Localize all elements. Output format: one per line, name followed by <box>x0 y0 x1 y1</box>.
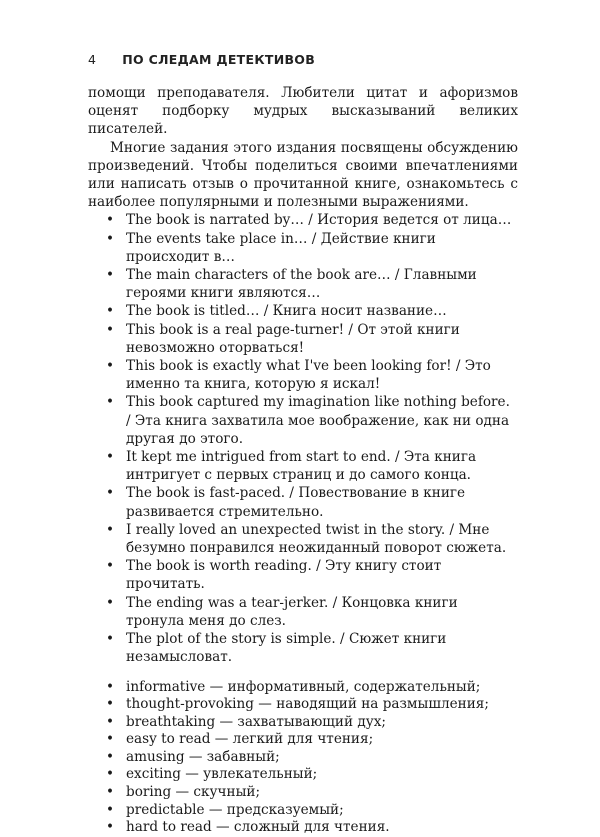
phrase-text: This book captured my imagination like nothing before. / Эта книга захватила мое воображение, как ни одна другая до этого. <box>126 394 510 447</box>
bullet-icon: • <box>106 784 115 801</box>
phrase-text: The main characters of the book are… / Главными героями книги являются… <box>126 267 477 302</box>
list-item <box>88 696 518 714</box>
list-item <box>88 731 518 749</box>
bullet-icon: • <box>106 766 115 783</box>
phrase-text: The book is narrated by… / История ведется от лица… <box>126 212 512 229</box>
bullet-icon: • <box>106 713 115 730</box>
adjective-text: exciting — увлекательный; <box>126 766 318 783</box>
chapter-title: ПО СЛЕДАМ ДЕТЕКТИВОВ <box>122 52 316 67</box>
bullet-icon: • <box>106 678 115 695</box>
list-item <box>88 211 518 229</box>
list-item <box>88 679 518 697</box>
bullet-icon: • <box>106 731 115 748</box>
list-item <box>88 749 518 767</box>
bullet-icon: • <box>106 819 115 836</box>
phrase-text: This book is a real page-turner! / От этой книги невозможно оторваться! <box>126 321 460 356</box>
list-item <box>88 521 518 557</box>
bullet-icon: • <box>106 212 115 229</box>
bullet-icon: • <box>106 748 115 765</box>
page-number: 4 <box>88 52 97 67</box>
bullet-icon: • <box>106 594 115 611</box>
bullet-icon: • <box>106 449 115 466</box>
page-content <box>88 84 518 837</box>
adjectives-list <box>88 679 518 837</box>
bullet-icon: • <box>106 267 115 284</box>
bullet-icon: • <box>106 631 115 648</box>
list-item <box>88 819 518 837</box>
list-item <box>88 630 518 666</box>
bullet-icon: • <box>106 321 115 338</box>
list-item <box>88 393 518 448</box>
phrase-text: The book is worth reading. / Эту книгу стоит прочитать. <box>126 558 442 593</box>
phrases-list <box>88 211 518 666</box>
list-item <box>88 802 518 820</box>
bullet-icon: • <box>106 394 115 411</box>
bullet-icon: • <box>106 358 115 375</box>
adjective-text: easy to read — легкий для чтения; <box>126 731 374 748</box>
bullet-icon: • <box>106 230 115 247</box>
list-item <box>88 784 518 802</box>
bullet-icon: • <box>106 558 115 575</box>
phrase-text: This book is exactly what I've been looking for! / Это именно та книга, которую я искал! <box>126 358 491 393</box>
bullet-icon: • <box>106 696 115 713</box>
list-item <box>88 357 518 393</box>
phrase-text: I really loved an unexpected twist in the story. / Мне безумно понравился неожиданный поворот сюжета. <box>126 521 507 557</box>
list-item <box>88 321 518 357</box>
running-header <box>88 52 315 67</box>
bullet-icon: • <box>106 303 115 320</box>
intro-paragraph-2: Многие задания этого издания посвящены обсуждению произведений. Чтобы поделиться своими впечатлениями или написать отзыв о прочитанной книге, ознакомьтесь с наиболее популярными и полезными выражениями. <box>88 139 518 211</box>
list-item <box>88 594 518 630</box>
phrase-text: The book is fast-paced. / Повествование в книге развивается стремительно. <box>126 485 466 520</box>
list-item <box>88 714 518 732</box>
phrase-text: It kept me intrigued from start to end. / Эта книга интригует с первых страниц и до самого конца. <box>126 449 477 484</box>
list-item <box>88 484 518 520</box>
list-item <box>88 266 518 302</box>
phrase-text: The book is titled… / Книга носит название… <box>126 303 447 320</box>
list-item <box>88 557 518 593</box>
adjective-text: amusing — забавный; <box>126 748 280 765</box>
adjective-text: informative — информативный, содержательный; <box>126 678 481 695</box>
bullet-icon: • <box>106 521 115 538</box>
intro-paragraph-1: помощи преподавателя. Любители цитат и афоризмов оценят подборку мудрых высказываний великих писателей. <box>88 85 518 138</box>
adjective-text: thought-provoking — наводящий на размышления; <box>126 696 489 713</box>
phrase-text: The events take place in… / Действие книги происходит в… <box>126 230 436 265</box>
list-item <box>88 448 518 484</box>
bullet-icon: • <box>106 801 115 818</box>
phrase-text: The plot of the story is simple. / Сюжет книги незамысловат. <box>126 631 447 666</box>
adjective-text: breathtaking — захватывающий дух; <box>126 713 386 730</box>
bullet-icon: • <box>106 485 115 502</box>
list-item <box>88 766 518 784</box>
list-item <box>88 230 518 266</box>
phrase-text: The ending was a tear-jerker. / Концовка книги тронула меня до слез. <box>126 594 458 629</box>
adjective-text: boring — скучный; <box>126 784 261 801</box>
adjective-text: predictable — предсказуемый; <box>126 801 344 818</box>
list-item <box>88 302 518 320</box>
adjective-text: hard to read — сложный для чтения. <box>126 819 390 836</box>
